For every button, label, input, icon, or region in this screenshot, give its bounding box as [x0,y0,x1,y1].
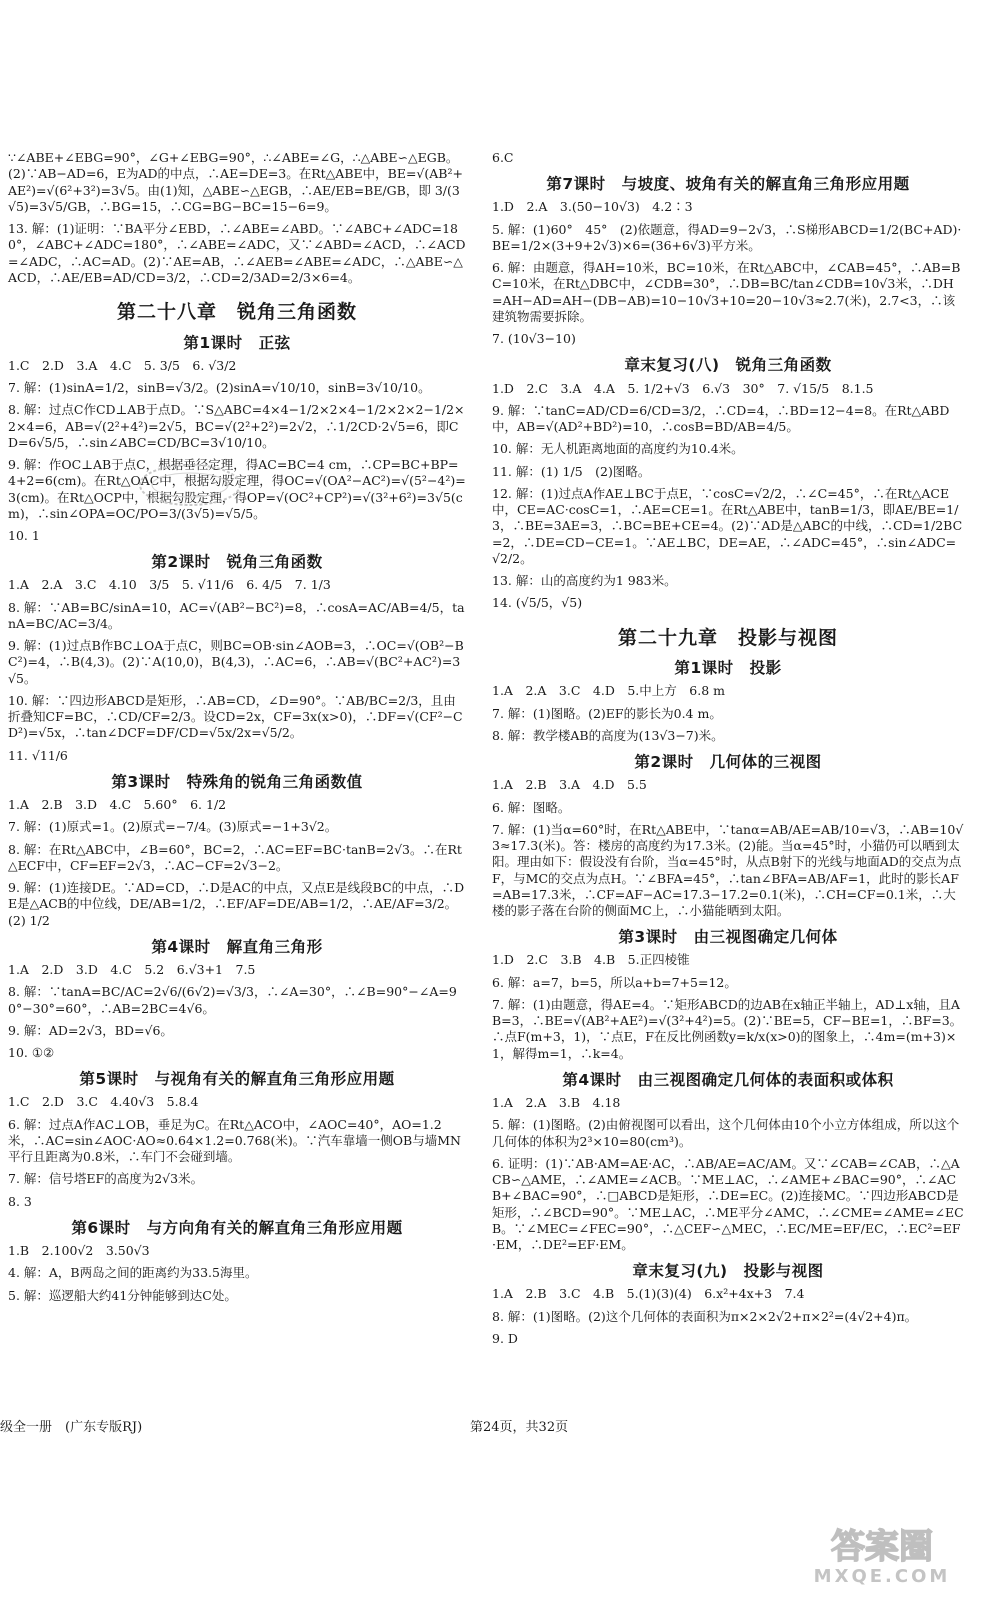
answer-line: 1.D 2.A 3.(50−10√3) 4.2∶3 [492,199,693,215]
lesson-title: 第7课时 与坡度、坡角有关的解直角三角形应用题 [546,175,910,194]
answer-line: 9. 解：AD=2√3，BD=√6。 [8,1022,173,1038]
answer-line: 9. 解：(1)连接DE。∵AD=CD，∴D是AC的中点，又点E是线段BC的中点，∴DE是△ACB的中位线，DE/AB=1/2，∴EF/AF=DE/AB=1/2，∴AE/AF=3/2。(2) 1/2 [8,880,465,928]
chapter-title: 第二十八章 锐角三角函数 [116,301,357,323]
watermark-text-bottom: MXQE.COM [813,1566,951,1586]
answer-line: 6. 解：图略。 [492,799,571,815]
lesson-title: 第2课时 几何体的三视图 [634,753,822,772]
answer-line: 6. 证明：(1)∵AB·AM=AE·AC，∴AB/AE=AC/AM。又∵∠CAB=∠CAB，∴△ACB∽△AME，∴∠AME=∠ACB。∵ME⊥AC，∴∠AME+∠BAC=90°，∴∠ACB+∠BAC=90°，∴□ABCD是矩形，∴DE=EC。(2)连接MC。∵四边形ABCD是矩形，∴∠BCD=90°。∵ME⊥AC，∴ME平分∠AMC，∴∠CME=∠AME=∠ECB。∵∠MEC=∠FEC=90°，∴△CEF∽△MEC，∴EC/ME=EF/EC，∴EC²=EF·EM，∴DE²=EF·EM。 [492,1155,964,1253]
answer-line: 1.D 2.C 3.A 4.A 5. 1/2+√3 6.√3 30° 7. √15/5 8.1.5 [492,380,874,396]
answer-line: 13. 解：山的高度约为1 983米。 [492,573,677,589]
lesson-title: 第5课时 与视角有关的解直角三角形应用题 [79,1070,395,1089]
answer-line: 8. 解：(1)图略。(2)这个几何体的表面积为π×2×2√2+π×2²=(4√2+4)π。 [492,1308,918,1324]
answer-line: 7. 解：(1)sinA=1/2，sinB=√3/2。(2)sinA=√10/10，sinB=3√10/10。 [8,380,431,396]
answer-line: 5. 解：巡逻船大约41分钟能够到达C处。 [8,1287,237,1303]
answer-line: 10. 解：无人机距离地面的高度约为10.4米。 [492,441,744,457]
answer-line: 1.B 2.100√2 3.50√3 [8,1243,150,1259]
answer-line: 1.A 2.A 3.B 4.18 [492,1095,621,1111]
answer-line: 9. 解：作OC⊥AB于点C，根据垂径定理，得AC=BC=4 cm，∴CP=BC+BP=4+2=6(cm)。在Rt△OAC中，根据勾股定理，得OC=√(OA²−AC²)=√(5²−4²)=3(cm)。在Rt△OCP中，根据勾股定理，得OP=√(OC²+CP²)=√(3²+6²)=3√5(cm)，∴sin∠OPA=OC/PO=3/(3√5)=√5/5。 [8,457,466,521]
right-column [492,150,964,1353]
answer-line: 8. 解：∵tanA=BC/AC=2√6/(6√2)=√3/3，∴∠A=30°，∴∠B=90°−∠A=90°−30°=60°，∴AB=2BC=4√6。 [8,984,457,1016]
answer-line: 6. 解：a=7，b=5，所以a+b=7+5=12。 [492,974,737,990]
answer-line: 8. 解：∵AB=BC/sinA=10，AC=√(AB²−BC²)=8，∴cosA=AC/AB=4/5，tanA=BC/AC=3/4。 [8,599,465,631]
answer-line: 7. 解：信号塔EF的高度为2√3米。 [8,1171,204,1187]
answer-line: 13. 解：(1)证明：∵BA平分∠EBD，∴∠ABE=∠ABD。∵∠ABC+∠ADC=180°，∠ABC+∠ADC=180°，∴∠ABE=∠ADC，又∵∠ABD=∠ACD，∴∠ACD=∠ADC，∴AC=AD。(2)∵AE=AB，∴∠AEB=∠ABE=∠ADC，∴△ABE∽△ACD，∴AE/EB=AD/CD=3/2，∴CD=2/3AD=2/3×6=4。 [8,221,466,285]
footer-book-edition: 级全一册 (广东专版RJ) [0,1420,143,1435]
answer-line: 7. 解：(1)图略。(2)EF的影长为0.4 m。 [492,705,722,721]
answer-line: 7. 解：(1)由题意，得AE=4。∵矩形ABCD的边AB在x轴正半轴上，AD⊥x轴，且AB=3，∴BE=√(AB²+AE²)=√(3²+4²)=5。(2)∵BE=5，CF−BE=1，∴BF=3。∴点F(m+3，1)，∵点E，F在反比例函数y=k/x(x>0)的图象上，∴4m=(m+3)×1，解得m=1，∴k=4。 [492,996,963,1061]
answer-line: 10. ①② [8,1045,55,1060]
answer-line: 7. (10√3−10) [492,331,576,347]
answer-line: 8. 解：过点C作CD⊥AB于点D。∵S△ABC=4×4−1/2×2×4−1/2×2×2−1/2×2×4=6，AB=√(2²+4²)=2√5，BC=√(2²+2²)=2√2，∴1/2CD·2√5=6，即CD=6√5/5，∴sin∠ABC=CD/BC=3√10/10。 [8,402,465,450]
answer-line: 9. 解：∵tanC=AD/CD=6/CD=3/2，∴CD=4，∴BD=12−4=8。在Rt△ABD中，AB=√(AD²+BD²)=10，∴cosB=BD/AB=4/5。 [492,402,950,435]
answer-line: 8. 3 [8,1193,32,1209]
answer-line: 9. 解：(1)过点B作BC⊥OA于点C，则BC=OB·sin∠AOB=3，∴OC=√(OB²−BC²)=4，∴B(4,3)。(2)∵A(10,0)，B(4,3)，∴AC=6，∴AB=√(BC²+AC²)=3√5。 [8,638,464,686]
chapter-title: 第二十九章 投影与视图 [617,626,838,649]
watermark-logo [782,1522,982,1586]
lesson-title: 章末复习(九) 投影与视图 [632,1262,824,1281]
lesson-title: 第1课时 投影 [674,659,782,678]
answer-line: 6. 解：由题意，得AH=10米，BC=10米，在Rt△ABC中，∠CAB=45°，∴AB=BC=10米，在Rt△DBC中，∠CDB=30°，∴DB=BC/tan∠CDB=10√3米，∴DH=AH−AD=AH−(DB−AB)=10−10√3+10=20−10√3≈2.7(米)，2.7<3，∴该建筑物需要拆除。 [492,260,961,324]
answer-line: 9. D [492,1330,518,1346]
answer-line: 1.A 2.B 3.D 4.C 5.60° 6. 1/2 [8,797,227,813]
answer-line: 1.A 2.D 3.D 4.C 5.2 6.√3+1 7.5 [8,962,256,977]
answer-line: 1.C 2.D 3.C 4.40√3 5.8.4 [8,1094,199,1110]
lesson-title: 第4课时 由三视图确定几何体的表面积或体积 [562,1070,894,1089]
answer-line: 12. 解：(1)过点A作AE⊥BC于点E，∵cosC=√2/2，∴∠C=45°，∴在Rt△ACE中，CE=AC·cosC=1，∴AE=CE=1。在Rt△ABE中，tanB=1/3，即AE/BE=1/3，∴BE=3AE=3，∴BC=BE+CE=4。(2)∵AD是△ABC的中线，∴CD=1/2BC=2，∴DE=CD−CE=1。∵AE⊥BC，DE=AE，∴∠ADC=45°，∴sin∠ADC=√2/2。 [492,485,963,566]
answer-line: 7. 解：(1)当α=60°时，在Rt△ABE中，∵tanα=AB/AE=AB/10=√3，∴AB=10√3≈17.3(米)。答：楼房的高度约为17.3米。(2)能。当α=45°时，小猫仍可以晒到太阳。理由如下：假设没有台阶，当α=45°时，从点B射下的光线与地面AD的交点为点F，与MC的交点为点H。∵∠BFA=45°，∴tan∠BFA=AB/AF=1，此时的影长AF=AB=17.3米，∴CF=AF−AC=17.3−17.2=0.1(米)，∴CH=CF=0.1米，∴大楼的影子落在台阶的侧面MC上，∴小猫能晒到太阳。 [492,821,964,918]
answer-line: 11. 解：(1) 1/5 (2)图略。 [492,463,651,479]
answer-line: 7. 解：(1)原式=1。(2)原式=−7/4。(3)原式=−1+3√2。 [8,819,338,835]
footer-page-number: 第24页，共32页 [470,1420,569,1435]
answer-line: 5. 解：(1)图略。(2)由俯视图可以看出，这个几何体由10个小立方体组成，所以这个几何体的体积为2³×10=80(cm³)。 [492,1117,960,1149]
left-column [8,150,466,1310]
answer-line: 1.D 2.C 3.B 4.B 5.正四棱锥 [492,952,690,968]
answer-line: 8. 解：在Rt△ABC中，∠B=60°，BC=2，∴AC=EF=BC·tanB=2√3。∴在Rt△ECF中，CF=EF=2√3，∴AC−CF=2√3−2。 [8,841,462,873]
lesson-title: 第3课时 由三视图确定几何体 [618,928,838,947]
lesson-title: 第4课时 解直角三角形 [151,937,323,956]
answer-line: 1.A 2.A 3.C 4.10 3/5 5. √11/6 6. 4/5 7. 1/3 [8,577,331,593]
answer-line: 10. 1 [8,528,40,544]
answer-line: 10. 解：∵四边形ABCD是矩形，∴AB=CD，∠D=90°。∵AB/BC=2/3，且由折叠知CF=BC，∴CD/CF=2/3。设CD=2x，CF=3x(x>0)，∴DF=√(CF²−CD²)=√5x，∴tan∠DCF=DF/CD=√5x/2x=√5/2。 [8,692,463,741]
answer-line: 1.A 2.B 3.A 4.D 5.5 [492,777,647,793]
answer-line: 4. 解：A，B两岛之间的距离约为33.5海里。 [8,1265,258,1281]
lesson-title: 第2课时 锐角三角函数 [151,553,323,572]
answer-line: 6.C [492,150,514,165]
answer-line: 5. 解：(1)60° 45° (2)依题意，得AD=9−2√3，∴S梯形ABCD=1/2(BC+AD)·BE=1/2×(3+9+2√3)×6=(36+6√3)平方米。 [492,221,962,253]
stamp-graphic [135,460,245,510]
lesson-title: 第3课时 特殊角的锐角三角函数值 [111,772,363,791]
watermark-text-top: 答案圈 [831,1527,933,1567]
lesson-title: 章末复习(八) 锐角三角函数 [624,356,832,375]
lesson-title: 第6课时 与方向角有关的解直角三角形应用题 [71,1218,403,1237]
answer-line: 1.A 2.A 3.C 4.D 5.中上方 6.8 m [492,683,725,699]
answer-line: 6. 解：过点A作AC⊥OB，垂足为C。在Rt△ACO中，∠AOC=40°，AO=1.2米，∴AC=sin∠AOC·AO≈0.64×1.2=0.768(米)。∵汽车靠墙一侧OB与墙MN平行且距离为0.8米，∴车门不会碰到墙。 [8,1116,461,1165]
answer-line: 11. √11/6 [8,747,68,763]
answer-line: ∵∠ABE+∠EBG=90°，∠G+∠EBG=90°，∴∠ABE=∠G，∴△ABE∽△EGB。(2)∵AB−AD=6，E为AD的中点，∴AE=DE=3。在Rt△ABE中，BE=√(AB²+AE²)=√(6²+3²)=3√5。由(1)知，△ABE∽△EGB，∴AE/EB=BE/GB，即 3/(3√5)=3√5/GB，∴BG=15，∴CG=BG−BC=15−6=9。 [8,150,463,214]
answer-line: 8. 解：教学楼AB的高度为(13√3−7)米。 [492,727,724,743]
answer-line: 14. (√5/5，√5) [492,595,583,611]
answer-line: 1.C 2.D 3.A 4.C 5. 3/5 6. √3/2 [8,357,237,373]
answer-line: 1.A 2.B 3.C 4.B 5.(1)(3)(4) 6.x²+4x+3 7.4 [492,1286,805,1302]
lesson-title: 第1课时 正弦 [183,333,291,352]
